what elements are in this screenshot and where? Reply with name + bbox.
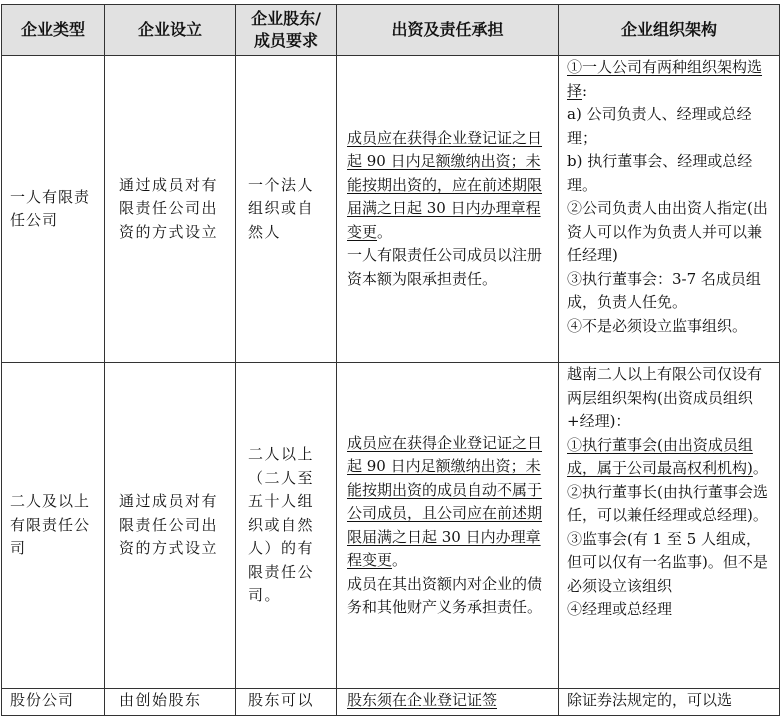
cell-org-structure [559,689,780,716]
cell-company-type: 二人及以上有限责任公司 [2,363,105,689]
org-line: ③执行董事会：3-7 名成员组成，负责人任免。 [567,269,761,311]
cell-shareholder-requirements [236,689,337,716]
company-type-table [1,4,780,716]
table-header-row [2,5,780,56]
org-line-underlined: ①一人公司有两种组织架构选择 [567,58,763,100]
table-row [2,689,780,716]
header-shareholder-line2: 成员要求 [253,31,318,50]
header-org-structure: 企业组织架构 [559,5,780,56]
header-company-type: 企业类型 [2,5,105,56]
cell-shareholder-requirements: 一个法人组织或自然人 [236,56,337,363]
cell-shareholder-text: 股东可以 [248,691,315,709]
cell-company-setup: 通过成员对有限责任公司出资的方式设立 [105,363,236,689]
capital-requirement-underlined: 股东须在企业登记证签 [347,691,498,709]
org-line: ③监事会(有 1 至 5 人组成，但可以仅有一名监事)。但不是必须设立该组织 [567,529,768,595]
org-line: 除证券法规定的，可以选 [567,691,733,709]
liability-text: 成员在其出资额内对企业的债务和其他财产义务承担责任。 [347,574,543,616]
cell-company-type: 一人有限责任公司 [2,56,105,363]
org-line: b) 执行董事会、经理或总经理。 [567,152,753,194]
cell-company-type-text: 股份公司 [10,691,75,709]
cell-company-setup [105,689,236,716]
cell-capital-liability [337,363,559,689]
org-line: 越南二人以上有限公司仅设有两层组织架构(出资成员组织+经理)： [567,365,763,430]
cell-company-type [2,689,105,716]
org-line-text: : [582,81,588,100]
cell-shareholder-requirements: 二人以上（二人至五十人组织或自然人）的有限责任公司。 [236,363,337,689]
cell-capital-liability [337,689,559,716]
header-shareholder-requirements [236,5,337,56]
cell-org-structure [559,363,780,689]
table-row [2,56,780,363]
org-line [567,56,773,103]
org-line-underlined: ①执行董事会(由出资成员组成，属于公司最高权利机构) [567,435,753,477]
org-line [567,434,773,481]
cell-company-setup-text: 由创始股东 [119,691,202,709]
org-line: ②执行董事长(由执行董事会选任，可以兼任经理或总经理)。 [567,482,768,524]
org-line: ④不是必须设立监事组织。 [567,316,748,335]
cell-org-structure [559,56,780,363]
liability-text: 一人有限责任公司成员以注册资本额为限承担责任。 [347,246,543,288]
header-company-setup: 企业设立 [105,5,236,56]
capital-requirement-tail: 。 [392,551,408,569]
org-line: a) 公司负责人、经理或总经理； [567,105,752,147]
org-line: ②公司负责人由出资人指定(出资人可以作为负责人并可以兼任经理) [567,199,768,264]
org-line: ④经理或总经理 [567,600,673,618]
header-capital-liability: 出资及责任承担 [337,5,559,56]
capital-requirement-underlined: 成员应在获得企业登记证之日起 90 日内足额缴纳出资；未能按期出资的成员自动不属于公司成员，且公司应在前述期限届满之日起 30 日内办理章程变更 [347,433,543,569]
header-shareholder-line1: 企业股东/ [251,9,321,28]
cell-company-setup: 通过成员对有限责任公司出资的方式设立 [105,56,236,363]
capital-requirement-tail: 。 [377,222,393,241]
org-line-text: 。 [752,459,768,477]
capital-requirement-underlined: 成员应在获得企业登记证之日起 90 日内足额缴纳出资；未能按期出资的，应在前述期限届满之日起 30 日内办理章程变更 [347,128,543,241]
table-row [2,363,780,689]
cell-capital-liability [337,56,559,363]
